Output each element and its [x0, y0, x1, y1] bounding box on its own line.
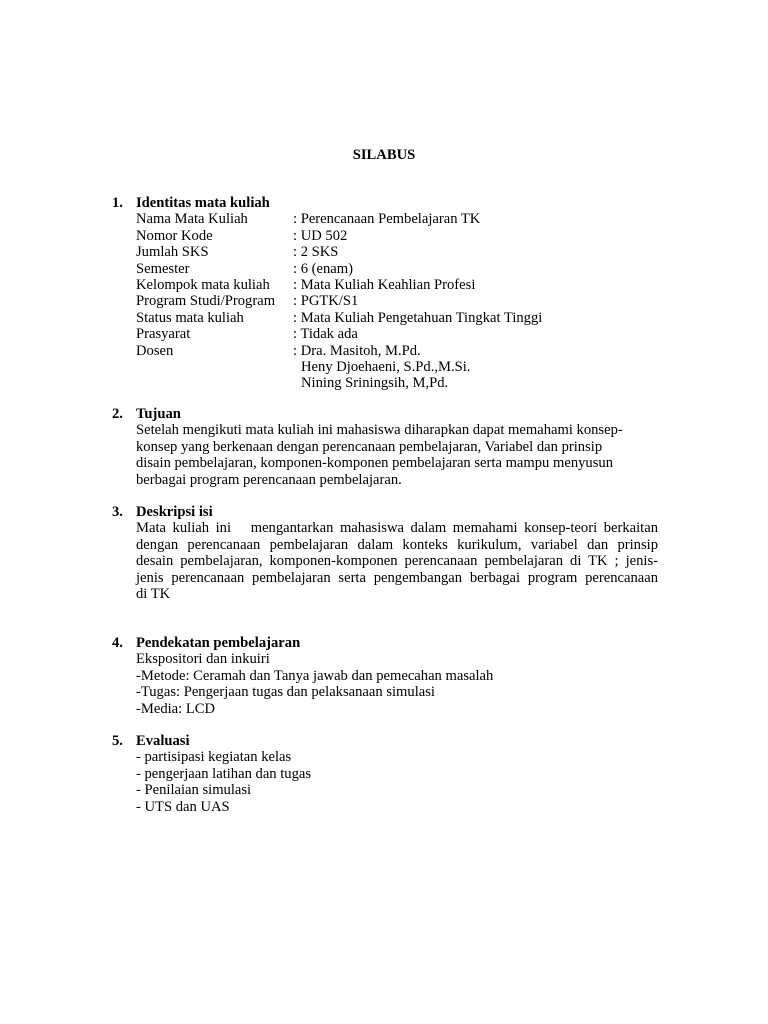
- section-body: [112, 749, 658, 815]
- list-item: - Penilaian simulasi: [136, 782, 252, 799]
- section-body: [112, 651, 658, 717]
- identity-value: : PGTK/S1: [293, 293, 359, 310]
- section-title: Tujuan: [136, 406, 181, 422]
- list-item: - pengerjaan latihan dan tugas: [136, 765, 312, 782]
- text-line: jenis perencanaan pembelajaran serta pengembangan berbagai program perencanaan: [136, 569, 658, 586]
- text-line: Ekspositori dan inkuiri: [136, 651, 270, 668]
- identity-row: [136, 375, 658, 391]
- list-item: - partisipasi kegiatan kelas: [136, 749, 292, 766]
- section-title: Identitas mata kuliah: [136, 195, 270, 211]
- text-line: konsep yang berkenaan dengan perencanaan pembelajaran, Variabel dan prinsip: [136, 438, 603, 455]
- identity-value: : UD 502: [293, 227, 348, 244]
- identity-value: Heny Djoehaeni, S.Pd.,M.Si.: [301, 359, 471, 376]
- identity-row: [136, 228, 658, 244]
- section-title: Evaluasi: [136, 733, 190, 749]
- text-line: di TK: [136, 586, 171, 603]
- section-identitas: [112, 195, 658, 392]
- section-deskripsi: [112, 504, 658, 602]
- section-pendekatan: [112, 635, 658, 717]
- identity-row: [136, 359, 658, 375]
- identity-label: Semester: [136, 260, 190, 277]
- identity-value: : 6 (enam): [293, 260, 353, 277]
- section-heading: [112, 733, 658, 749]
- text-line: Setelah mengikuti mata kuliah ini mahasiswa diharapkan dapat memahami konsep-: [136, 422, 623, 439]
- identity-value: : Mata Kuliah Pengetahuan Tingkat Tinggi: [293, 309, 543, 326]
- text-line: disain pembelajaran, komponen-komponen pembelajaran serta mampu menyusun: [136, 455, 613, 472]
- identity-label: Kelompok mata kuliah: [136, 277, 270, 294]
- text-line: Mata kuliah ini mengantarkan mahasiswa dalam memahami konsep-teori berkaitan: [136, 520, 658, 537]
- section-number: 1.: [112, 195, 123, 211]
- section-body: [112, 520, 658, 602]
- identity-label: Nama Mata Kuliah: [136, 211, 248, 228]
- identity-row: [136, 211, 658, 227]
- section-number: 5.: [112, 733, 123, 749]
- identity-label: Dosen: [136, 342, 174, 359]
- text-line: -Tugas: Pengerjaan tugas dan pelaksanaan simulasi: [136, 684, 435, 701]
- text-line: -Metode: Ceramah dan Tanya jawab dan pemecahan masalah: [136, 667, 494, 684]
- identity-value: : Mata Kuliah Keahlian Profesi: [293, 277, 476, 294]
- identity-label: Jumlah SKS: [136, 244, 209, 261]
- identity-row: [136, 293, 658, 309]
- section-title: Pendekatan pembelajaran: [136, 635, 301, 651]
- section-body: [112, 422, 658, 488]
- text-line: -Media: LCD: [136, 700, 216, 717]
- text-line: dengan perencanaan pembelajaran dalam konteks kurikulum, variabel dan prinsip: [136, 536, 658, 553]
- identity-value: : Tidak ada: [293, 326, 358, 343]
- text-line: desain pembelajaran, komponen-komponen perencanaan pembelajaran di TK ; jenis-: [136, 553, 658, 570]
- section-heading: [112, 635, 658, 651]
- section-heading: [112, 195, 658, 211]
- identity-value: : Perencanaan Pembelajaran TK: [293, 211, 481, 228]
- identity-row: [136, 343, 658, 359]
- identity-row: [136, 244, 658, 260]
- identity-value: : 2 SKS: [293, 244, 339, 261]
- identity-label: Program Studi/Program: [136, 293, 276, 310]
- identity-label: Prasyarat: [136, 326, 191, 343]
- text-line: berbagai program perencanaan pembelajaran.: [136, 471, 402, 488]
- section-number: 2.: [112, 406, 123, 422]
- identity-label: Nomor Kode: [136, 227, 213, 244]
- identity-label: [136, 359, 293, 375]
- identity-row: [136, 277, 658, 293]
- identity-label: Status mata kuliah: [136, 309, 244, 326]
- section-tujuan: [112, 406, 658, 488]
- section-heading: [112, 406, 658, 422]
- section-title: Deskripsi isi: [136, 504, 213, 520]
- list-item: - UTS dan UAS: [136, 798, 230, 815]
- identity-value: Nining Sriningsih, M,Pd.: [301, 375, 449, 392]
- section-number: 3.: [112, 504, 123, 520]
- section-number: 4.: [112, 635, 123, 651]
- page-title: SILABUS: [352, 147, 416, 163]
- identity-row: [136, 326, 658, 342]
- identity-row: [136, 261, 658, 277]
- section-heading: [112, 504, 658, 520]
- identity-label: [136, 375, 293, 391]
- identity-value: : Dra. Masitoh, M.Pd.: [293, 342, 421, 359]
- identity-table: [112, 211, 658, 391]
- identity-row: [136, 310, 658, 326]
- section-evaluasi: [112, 733, 658, 815]
